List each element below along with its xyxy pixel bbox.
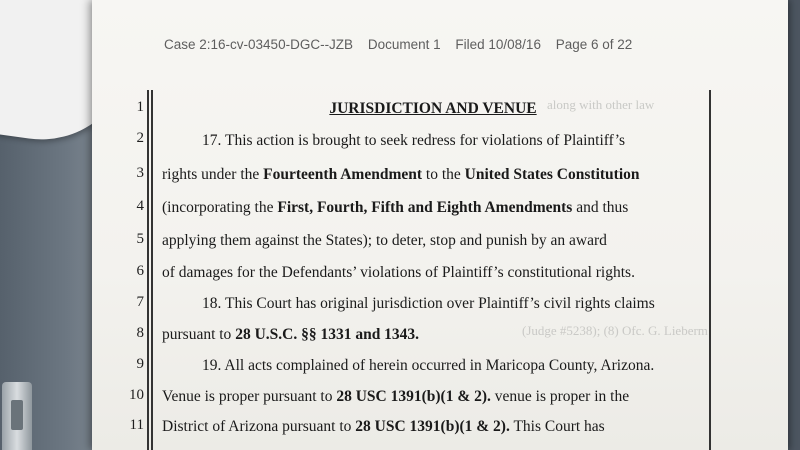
case-number: Case 2:16-cv-03450-DGC--JZB bbox=[164, 37, 354, 52]
text-line-3 bbox=[162, 165, 704, 185]
text-line-6 bbox=[162, 263, 704, 283]
text-line-2 bbox=[202, 131, 704, 151]
text-run: 18. This Court has original jurisdiction over Plaintiff’s civil rights claims bbox=[202, 295, 655, 312]
filed-date: Filed 10/08/16 bbox=[455, 37, 541, 52]
text-run: 17. This action is brought to seek redress for violations of Plaintiff’s bbox=[202, 132, 626, 149]
text-run-bold: 28 USC 1391(b)(1 & 2). bbox=[336, 388, 491, 405]
line-number-10: 10 bbox=[129, 387, 144, 403]
line-number-4: 4 bbox=[136, 198, 144, 214]
text-run: to the bbox=[422, 166, 465, 183]
line-number-8: 8 bbox=[136, 325, 144, 341]
text-run: and thus bbox=[572, 199, 629, 216]
binder-clip bbox=[2, 382, 32, 450]
text-run: This Court has bbox=[509, 418, 605, 435]
text-line-10 bbox=[162, 387, 704, 407]
margin-rule-left-inner bbox=[151, 90, 153, 450]
document-page bbox=[92, 0, 788, 450]
document-number: Document 1 bbox=[367, 37, 441, 52]
line-number-3: 3 bbox=[136, 165, 144, 181]
text-run-bold: 28 USC 1391(b)(1 & 2). bbox=[355, 418, 510, 435]
text-run-bold: United States Constitution bbox=[464, 166, 640, 183]
text-run: venue is proper in the bbox=[490, 388, 630, 405]
bleed-through-text-top: along with other law bbox=[547, 97, 655, 112]
text-run-bold: Fourteenth Amendment bbox=[263, 166, 423, 183]
text-line-4 bbox=[162, 198, 704, 218]
margin-rule-right bbox=[709, 90, 711, 450]
line-number-7: 7 bbox=[136, 294, 144, 310]
line-number-2: 2 bbox=[136, 130, 144, 146]
text-run: Venue is proper pursuant to bbox=[162, 388, 337, 405]
text-run: (incorporating the bbox=[162, 199, 278, 216]
line-number-11: 11 bbox=[129, 417, 144, 433]
bleed-through-text-mid: (Judge #5238); (8) Ofc. G. Lieberm bbox=[522, 323, 708, 338]
text-line-8 bbox=[162, 325, 704, 345]
line-number-5: 5 bbox=[136, 231, 144, 247]
text-run-bold: 28 U.S.C. §§ 1331 and 1343. bbox=[235, 326, 420, 343]
text-run: 19. All acts complained of herein occurred in Maricopa County, Arizona. bbox=[202, 357, 655, 374]
text-run: of damages for the Defendants’ violations of Plaintiff’s constitutional rights. bbox=[162, 264, 635, 281]
text-run-bold: First, Fourth, Fifth and Eighth Amendments bbox=[277, 199, 573, 216]
text-line-9 bbox=[202, 356, 704, 376]
text-line-5 bbox=[162, 231, 704, 251]
text-line-11 bbox=[162, 417, 704, 437]
line-number-9: 9 bbox=[136, 356, 144, 372]
text-line-7 bbox=[202, 294, 704, 314]
text-run: applying them against the States); to deter, stop and punish by an award bbox=[162, 232, 607, 249]
line-number-6: 6 bbox=[136, 263, 144, 279]
line-number-1: 1 bbox=[136, 99, 144, 115]
section-title: JURISDICTION AND VENUE bbox=[329, 100, 537, 117]
margin-rule-left-outer bbox=[147, 90, 149, 450]
text-run: District of Arizona pursuant to bbox=[162, 418, 356, 435]
document-header bbox=[164, 37, 724, 52]
text-run: pursuant to bbox=[162, 326, 236, 343]
text-run: rights under the bbox=[162, 166, 264, 183]
page-indicator: Page 6 of 22 bbox=[555, 37, 633, 52]
